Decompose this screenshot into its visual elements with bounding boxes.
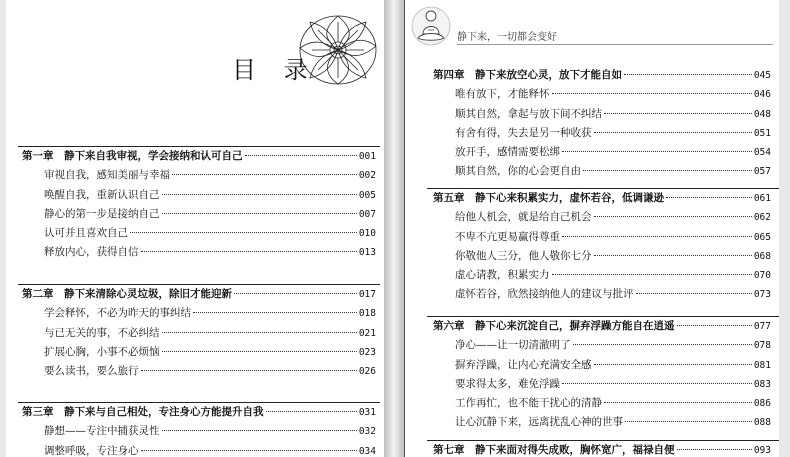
page-number: 068 (753, 250, 771, 262)
item-title: 释放内心，获得自信 (44, 246, 139, 259)
toc-chapter-row[interactable] (405, 66, 779, 85)
dot-leader (604, 113, 752, 114)
item-title: 你敬他人三分，他人敬你七分 (455, 249, 592, 262)
item-title: 给他人机会，就是给自己机会 (455, 211, 592, 224)
item-title: 认可并且喜欢自己 (44, 227, 128, 240)
item-title: 放开手，感情需要松绑 (455, 146, 560, 159)
dot-leader (141, 251, 357, 252)
chapter-block-5 (405, 188, 779, 305)
toc-item-row[interactable] (405, 336, 779, 355)
page-number: 021 (358, 327, 376, 339)
page-number: 026 (358, 366, 376, 378)
toc-chapter-row[interactable] (6, 285, 384, 304)
item-title: 静想——专注中捕获灵性 (44, 425, 160, 438)
book-gutter (384, 0, 404, 457)
dot-leader (162, 351, 357, 352)
dot-leader (162, 213, 357, 214)
running-head: 静下来，一切都会变好 (457, 32, 557, 43)
chapter-block-2 (6, 284, 384, 381)
dot-leader (234, 293, 357, 294)
toc-title: 目 录 (232, 56, 318, 84)
chapter-block-1 (6, 146, 384, 263)
dot-leader (594, 364, 752, 365)
item-title: 要么读书，要么旅行 (44, 365, 139, 378)
page-number: 001 (358, 151, 376, 162)
page-number: 078 (753, 340, 771, 352)
toc-item-row[interactable] (6, 324, 384, 343)
toc-item-row[interactable] (405, 85, 779, 104)
item-title: 净心——让一切清澈明了 (455, 339, 571, 352)
right-page (404, 0, 779, 457)
toc-item-row[interactable] (405, 105, 779, 124)
item-title: 静心的第一步是接纳自己 (44, 207, 160, 220)
meditating-monk-icon (411, 4, 451, 48)
item-title: 调整呼吸，专注身心 (44, 444, 139, 457)
chapter-title: 第六章 静下心来沉淀自己，摒弃浮躁方能自在逍遥 (433, 320, 675, 332)
dot-leader (604, 402, 752, 403)
item-title: 学会释怀，不必为昨天的事纠结 (44, 307, 191, 320)
dot-leader (594, 132, 752, 133)
chapter-block-4 (405, 66, 779, 182)
page-number: 032 (358, 426, 376, 438)
dot-leader (677, 449, 752, 450)
toc-chapter-row[interactable] (6, 403, 384, 422)
item-title: 审视自我，感知美丽与幸福 (44, 169, 170, 182)
dot-leader (666, 197, 752, 198)
item-title: 摒弃浮躁，让内心充满安全感 (455, 358, 592, 371)
page-number: 034 (358, 445, 376, 457)
item-title: 虚怀若谷，欣然接纳他人的建议与批评 (455, 288, 634, 301)
page-number: 046 (753, 89, 771, 101)
toc-chapter-row[interactable] (6, 147, 384, 166)
toc-item-row[interactable] (6, 343, 384, 362)
item-title: 有舍有得，失去是另一种收获 (455, 126, 592, 139)
chapter-title: 第一章 静下来自我审视，学会接纳和认可自己 (22, 150, 243, 162)
toc-item-row[interactable] (6, 166, 384, 185)
dot-leader (594, 255, 752, 256)
page-number: 073 (753, 289, 771, 301)
dot-leader (562, 383, 752, 384)
toc-item-row[interactable] (6, 422, 384, 441)
dot-leader (162, 430, 357, 431)
page-number: 057 (753, 166, 771, 178)
page-number: 045 (753, 70, 771, 81)
page-number: 077 (753, 321, 771, 332)
dot-leader (193, 312, 357, 313)
chapter-title: 第二章 静下来清除心灵垃圾，除旧才能迎新 (22, 288, 232, 300)
toc-chapter-row[interactable] (405, 317, 779, 336)
dot-leader (552, 274, 752, 275)
page-number: 013 (358, 247, 376, 259)
toc-item-row[interactable] (405, 285, 779, 304)
dot-leader (162, 194, 357, 195)
page-number: 061 (753, 193, 771, 204)
dot-leader (130, 232, 357, 233)
chapter-block-7 (405, 440, 779, 457)
toc-item-row[interactable] (6, 186, 384, 205)
page-number: 010 (358, 228, 376, 240)
item-title: 工作再忙，也不能干扰心的清静 (455, 397, 602, 410)
page-number: 081 (753, 359, 771, 371)
chapter-title: 第七章 静下来面对得失成败，胸怀宽广，福禄自便 (433, 444, 675, 456)
toc-chapter-row[interactable] (405, 189, 779, 208)
dot-leader (636, 293, 752, 294)
page-number: 048 (753, 108, 771, 120)
page-number: 065 (753, 231, 771, 243)
toc-chapter-row[interactable] (405, 441, 779, 457)
toc-item-row[interactable] (6, 442, 384, 457)
flower-illustration (296, 8, 380, 92)
toc-item-row[interactable] (405, 356, 779, 375)
toc-item-row[interactable] (6, 243, 384, 262)
toc-item-row[interactable] (405, 143, 779, 162)
page-number: 018 (358, 308, 376, 320)
page-number: 062 (753, 212, 771, 224)
left-page (6, 0, 385, 457)
item-title: 虚心请教，积累实力 (455, 269, 550, 282)
page-number: 086 (753, 398, 771, 410)
dot-leader (552, 93, 752, 94)
dot-leader (162, 332, 357, 333)
page-number: 002 (358, 170, 376, 182)
dot-leader (245, 155, 357, 156)
toc-item-row[interactable] (405, 228, 779, 247)
dot-leader (624, 74, 752, 75)
page-number: 005 (358, 189, 376, 201)
toc-item-row[interactable] (405, 266, 779, 285)
item-title: 顺其自然，拿起与放下间不纠结 (455, 107, 602, 120)
item-title: 要求得太多，难免浮躁 (455, 377, 560, 390)
toc-item-row[interactable] (6, 362, 384, 381)
chapter-title: 第五章 静下心来积累实力，虚怀若谷，低调谦逊 (433, 192, 664, 204)
chapter-title: 第三章 静下来与自己相处，专注身心方能提升自我 (22, 406, 264, 418)
dot-leader (562, 236, 752, 237)
item-title: 不卑不亢更易赢得尊重 (455, 230, 560, 243)
chapter-block-6 (405, 316, 779, 433)
dot-leader (141, 370, 357, 371)
page-number: 088 (753, 417, 771, 429)
chapter-title: 第四章 静下来放空心灵，放下才能自如 (433, 69, 622, 81)
dot-leader (141, 450, 357, 451)
item-title: 让心沉静下来，远离扰乱心神的世事 (455, 416, 623, 429)
dot-leader (562, 151, 752, 152)
dot-leader (266, 411, 357, 412)
page-number: 054 (753, 147, 771, 159)
page-number: 007 (358, 208, 376, 220)
toc-item-row[interactable] (405, 247, 779, 266)
page-number: 093 (753, 445, 771, 456)
page-number: 070 (753, 270, 771, 282)
dot-leader (573, 344, 752, 345)
page-number: 031 (358, 407, 376, 418)
item-title: 唯有放下，才能释怀 (455, 88, 550, 101)
page-number: 023 (358, 346, 376, 358)
item-title: 与已无关的事，不必纠结 (44, 326, 160, 339)
dot-leader (594, 216, 752, 217)
toc-item-row[interactable] (6, 224, 384, 243)
toc-item-row[interactable] (405, 375, 779, 394)
dot-leader (677, 325, 752, 326)
dot-leader (172, 174, 357, 175)
page-number: 051 (753, 127, 771, 139)
toc-item-row[interactable] (405, 124, 779, 143)
toc-item-row[interactable] (405, 394, 779, 413)
toc-item-row[interactable] (405, 413, 779, 432)
toc-item-row[interactable] (405, 162, 779, 181)
item-title: 顺其自然，你的心会更自由 (455, 165, 581, 178)
toc-item-row[interactable] (6, 205, 384, 224)
dot-leader (583, 170, 752, 171)
item-title: 唤醒自我，重新认识自己 (44, 188, 160, 201)
toc-item-row[interactable] (405, 208, 779, 227)
page-number: 083 (753, 378, 771, 390)
chapter-block-3 (6, 402, 384, 457)
toc-item-row[interactable] (6, 304, 384, 323)
page-number: 017 (358, 289, 376, 300)
item-title: 扩展心胸，小事不必烦恼 (44, 345, 160, 358)
dot-leader (625, 421, 752, 422)
header-rule (457, 44, 773, 45)
